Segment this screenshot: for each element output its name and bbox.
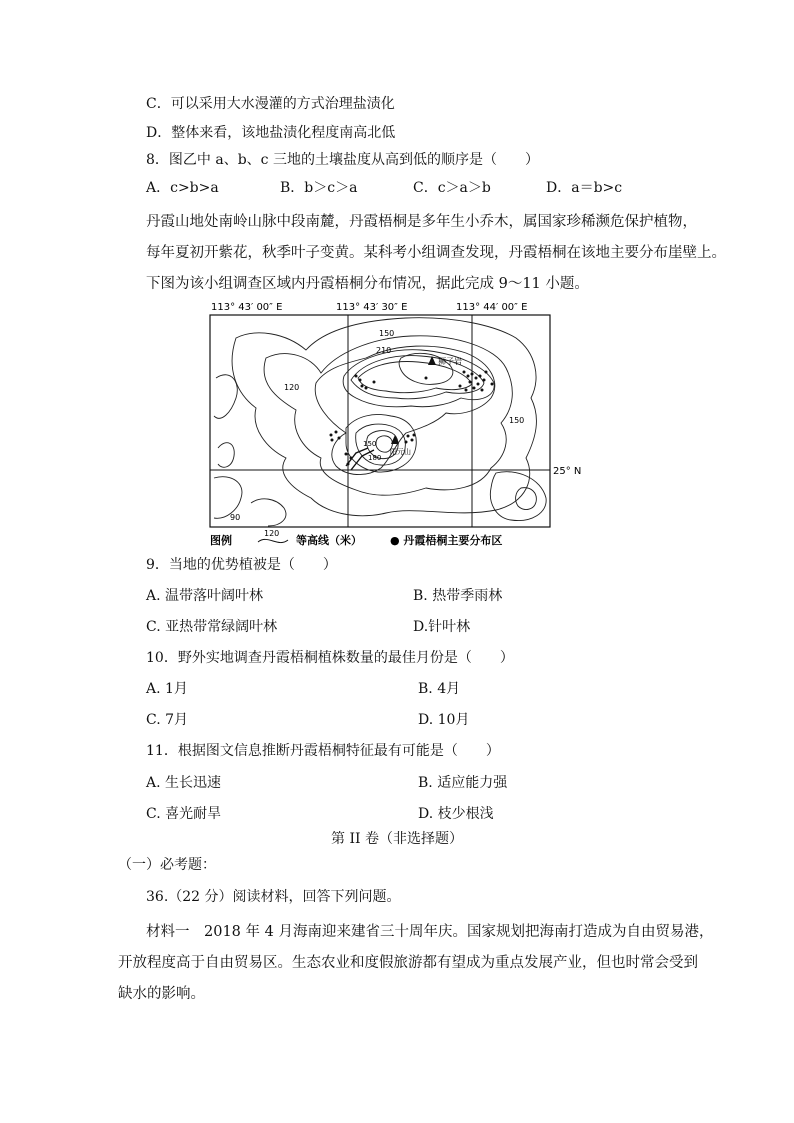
longitude-label-3: 113° 44′ 00″ E	[456, 302, 528, 313]
q11-option-b: B. 适应能力强	[418, 775, 508, 791]
q8-option-a: A．c>b>a	[146, 180, 219, 196]
longitude-label-1: 113° 43′ 00″ E	[211, 302, 283, 313]
legend-dot-label: ● 丹霞梧桐主要分布区	[390, 534, 503, 547]
q10-option-d: D. 10月	[418, 712, 470, 728]
latitude-label: 25° N	[553, 466, 582, 477]
legend-contour-icon	[258, 539, 288, 542]
legend-contour-label: 等高线（米）	[296, 534, 362, 547]
peak-label-1: 狮子岩	[438, 357, 462, 366]
q9-option-c: C. 亚热带常绿阔叶林	[146, 619, 278, 635]
section-subtitle: （一）必考题：	[118, 857, 216, 873]
q8-option-d: D．a＝b>c	[546, 180, 623, 196]
distribution-dots	[330, 371, 494, 466]
passage-line-2: 每年夏初开紫花，秋季叶子变黄。某科考小组调查发现，丹霞梧桐在该地主要分布崖壁上。	[146, 245, 726, 261]
contour-map-figure	[196, 298, 586, 550]
q10-option-a: A. 1月	[146, 681, 188, 697]
q10-stem: 10．野外实地调查丹霞梧桐植株数量的最佳月份是（ ）	[146, 650, 514, 666]
contour-label-7: 90	[230, 513, 241, 522]
q36-material-line-2: 开放程度高于自由贸易区。生态农业和度假旅游都有望成为重点发展产业，但也时常会受到	[118, 955, 698, 971]
q11-option-a: A. 生长迅速	[146, 775, 222, 791]
q8-option-b: B．b＞c＞a	[280, 180, 358, 196]
q9-option-b: B. 热带季雨林	[413, 588, 503, 604]
q36-material-line-3: 缺水的影响。	[118, 986, 205, 1002]
q8-stem: 8．图乙中 a、b、c 三地的土壤盐度从高到低的顺序是（ ）	[146, 152, 539, 168]
contour-label-1: 150	[379, 329, 395, 338]
contour-label-4: 150	[509, 416, 525, 425]
longitude-label-2: 113° 43′ 30″ E	[336, 302, 408, 313]
q11-option-c: C. 喜光耐旱	[146, 806, 222, 822]
legend-contour-value: 120	[264, 529, 280, 538]
q11-stem: 11．根据图文信息推断丹霞梧桐特征最有可能是（ ）	[146, 743, 500, 759]
contour-label-2: 210	[376, 346, 392, 355]
q36-stem: 36.（22 分）阅读材料，回答下列问题。	[146, 889, 401, 905]
q7-option-d: D．整体来看，该地盐渍化程度南高北低	[146, 125, 396, 141]
legend-title: 图例	[210, 534, 232, 547]
peak-label-2: 阳元山	[390, 448, 411, 456]
q8-option-c: C．c＞a＞b	[413, 180, 491, 196]
q9-stem: 9．当地的优势植被是（ ）	[146, 557, 337, 573]
q11-option-d: D. 枝少根浅	[418, 806, 494, 822]
contour-label-3: 120	[284, 383, 300, 392]
q10-option-c: C. 7月	[146, 712, 189, 728]
q9-option-a: A. 温带落叶阔叶林	[146, 588, 264, 604]
q36-material-line-1: 材料一 2018 年 4 月海南迎来建省三十周年庆。国家规划把海南打造成为自由贸易港，	[146, 924, 714, 940]
q9-option-d: D.针叶林	[413, 619, 471, 635]
section-title: 第 II 卷（非选择题）	[331, 831, 463, 847]
contour-label-6: 180	[368, 454, 382, 462]
q10-option-b: B. 4月	[418, 681, 461, 697]
passage-line-3: 下图为该小组调查区域内丹霞梧桐分布情况，据此完成 9～11 小题。	[146, 276, 589, 292]
passage-line-1: 丹霞山地处南岭山脉中段南麓，丹霞梧桐是多年生小乔木，属国家珍稀濒危保护植物，	[146, 214, 697, 230]
contour-label-5: 150	[363, 440, 377, 448]
q7-option-c: C．可以采用大水漫灌的方式治理盐渍化	[146, 96, 395, 112]
